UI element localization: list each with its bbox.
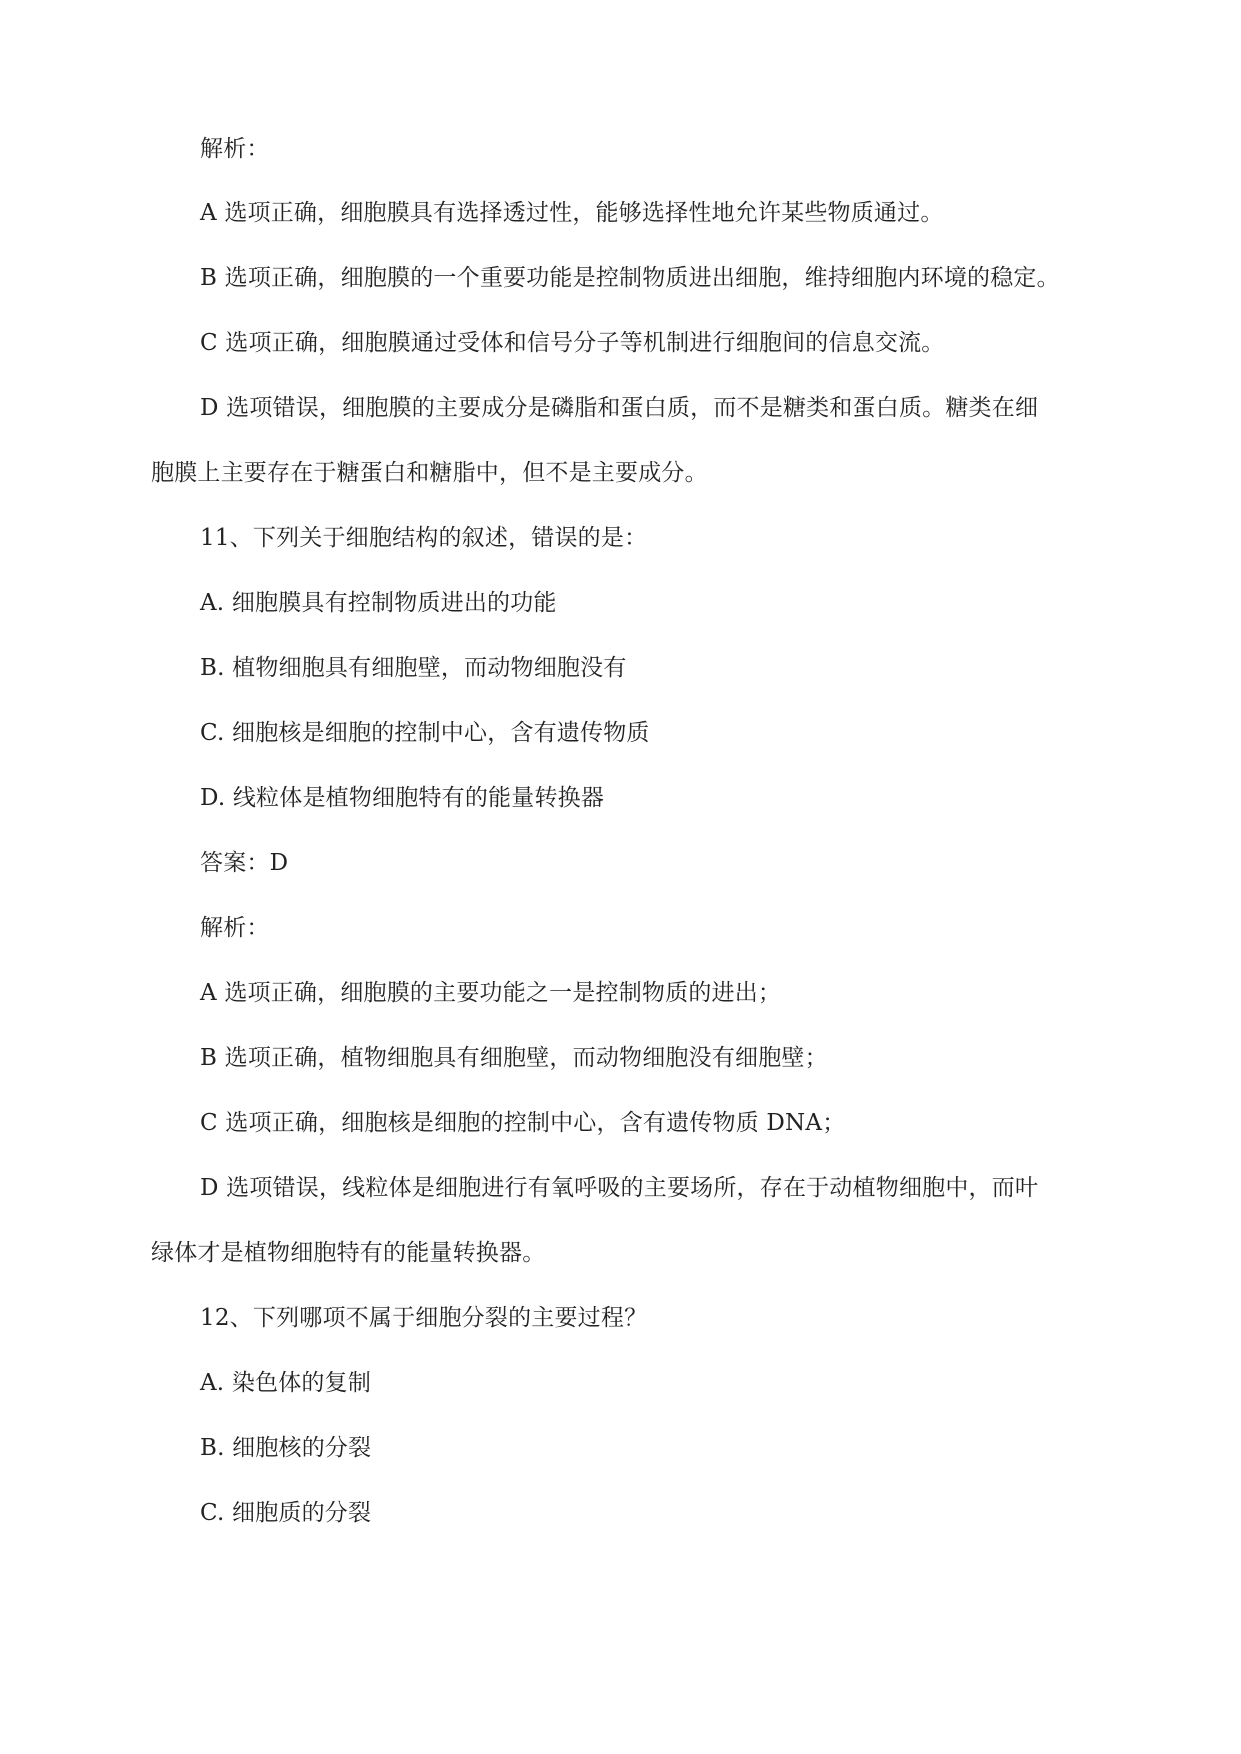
question-12-option-c: C. 细胞质的分裂 xyxy=(200,1500,372,1526)
question-11-analysis-b: B 选项正确，植物细胞具有细胞壁，而动物细胞没有细胞壁； xyxy=(200,1045,828,1071)
question-12-option-a: A. 染色体的复制 xyxy=(200,1370,372,1396)
question-11-option-b: B. 植物细胞具有细胞壁，而动物细胞没有 xyxy=(200,655,627,681)
question-12-stem: 12、下列哪项不属于细胞分裂的主要过程？ xyxy=(200,1305,648,1331)
analysis-item-d: D 选项错误，细胞膜的主要成分是磷脂和蛋白质，而不是糖类和蛋白质。糖类在细 xyxy=(200,395,1039,421)
analysis-item-d-continuation: 胞膜上主要存在于糖蛋白和糖脂中，但不是主要成分。 xyxy=(151,460,708,486)
question-11-option-c: C. 细胞核是细胞的控制中心，含有遗传物质 xyxy=(200,720,650,746)
question-11-analysis-label: 解析： xyxy=(200,915,270,941)
question-11-option-a: A. 细胞膜具有控制物质进出的功能 xyxy=(200,590,557,616)
question-11-stem: 11、下列关于细胞结构的叙述，错误的是： xyxy=(200,525,648,551)
question-11-analysis-d-continuation: 绿体才是植物细胞特有的能量转换器。 xyxy=(151,1240,546,1266)
analysis-item-c: C 选项正确，细胞膜通过受体和信号分子等机制进行细胞间的信息交流。 xyxy=(200,330,945,356)
question-11-answer: 答案：D xyxy=(200,850,289,876)
question-11-analysis-d: D 选项错误，线粒体是细胞进行有氧呼吸的主要场所，存在于动植物细胞中，而叶 xyxy=(200,1175,1039,1201)
analysis-item-a: A 选项正确，细胞膜具有选择透过性，能够选择性地允许某些物质通过。 xyxy=(200,200,944,226)
question-11-analysis-c: C 选项正确，细胞核是细胞的控制中心，含有遗传物质 DNA； xyxy=(200,1110,846,1136)
question-12-option-b: B. 细胞核的分裂 xyxy=(200,1435,372,1461)
question-11-analysis-a: A 选项正确，细胞膜的主要功能之一是控制物质的进出； xyxy=(200,980,782,1006)
analysis-item-b: B 选项正确，细胞膜的一个重要功能是控制物质进出细胞，维持细胞内环境的稳定。 xyxy=(200,265,1060,291)
analysis-label: 解析： xyxy=(200,136,270,162)
question-11-option-d: D. 线粒体是植物细胞特有的能量转换器 xyxy=(200,785,605,811)
